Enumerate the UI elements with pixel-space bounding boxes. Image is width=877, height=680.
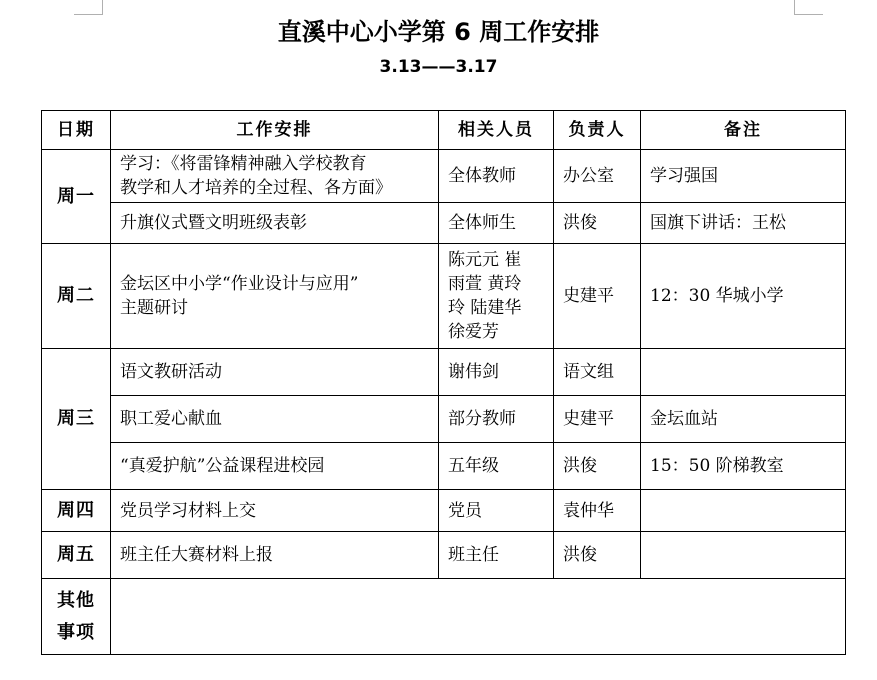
owner-cell: 史建平 — [554, 244, 641, 349]
header-people: 相关人员 — [439, 111, 554, 150]
table-row — [42, 349, 846, 396]
header-notes: 备注 — [641, 111, 846, 150]
people-cell: 五年级 — [439, 443, 554, 490]
people-line: 徐爱芳 — [448, 322, 499, 342]
schedule-table — [41, 110, 846, 655]
notes-cell: 金坛血站 — [641, 396, 846, 443]
people-cell: 班主任 — [439, 532, 554, 579]
people-cell: 部分教师 — [439, 396, 554, 443]
work-cell: 党员学习材料上交 — [111, 490, 439, 532]
notes-cell: 国旗下讲话：王松 — [641, 203, 846, 244]
owner-cell: 语文组 — [554, 349, 641, 396]
table-row — [42, 203, 846, 244]
notes-cell: 学习强国 — [641, 150, 846, 203]
notes-cell — [641, 349, 846, 396]
other-content-cell — [111, 579, 846, 655]
day-monday: 周一 — [42, 150, 111, 244]
table-header-row — [42, 111, 846, 150]
day-wednesday: 周三 — [42, 349, 111, 490]
owner-cell: 洪俊 — [554, 532, 641, 579]
people-cell: 全体教师 — [439, 150, 554, 203]
work-cell: 班主任大赛材料上报 — [111, 532, 439, 579]
work-cell — [111, 244, 439, 349]
work-cell: 升旗仪式暨文明班级表彰 — [111, 203, 439, 244]
notes-cell — [641, 532, 846, 579]
day-friday: 周五 — [42, 532, 111, 579]
day-other — [42, 579, 111, 655]
owner-cell: 史建平 — [554, 396, 641, 443]
work-line: 教学和人才培养的全过程、各方面》 — [120, 178, 392, 198]
work-cell: “真爱护航”公益课程进校园 — [111, 443, 439, 490]
owner-cell: 袁仲华 — [554, 490, 641, 532]
owner-cell: 洪俊 — [554, 443, 641, 490]
owner-cell: 办公室 — [554, 150, 641, 203]
people-line: 雨萱 黄玲 — [448, 274, 522, 294]
people-line: 玲 陆建华 — [448, 298, 522, 318]
table-row — [42, 396, 846, 443]
work-line: 学习：《将雷锋精神融入学校教育 — [120, 154, 367, 174]
owner-cell: 洪俊 — [554, 203, 641, 244]
day-thursday: 周四 — [42, 490, 111, 532]
work-cell — [111, 150, 439, 203]
work-line: 主题研讨 — [120, 298, 188, 318]
table-row — [42, 150, 846, 203]
day-other-line: 其他 — [57, 589, 95, 611]
people-cell — [439, 244, 554, 349]
notes-cell: 12：30 华城小学 — [641, 244, 846, 349]
people-cell: 全体师生 — [439, 203, 554, 244]
table-row — [42, 490, 846, 532]
work-cell: 语文教研活动 — [111, 349, 439, 396]
work-cell: 职工爱心献血 — [111, 396, 439, 443]
day-other-line: 事项 — [57, 621, 95, 643]
table-row — [42, 443, 846, 490]
notes-cell: 15：50 阶梯教室 — [641, 443, 846, 490]
header-work: 工作安排 — [111, 111, 439, 150]
document-title: 直溪中心小学第 6 周工作安排 — [277, 18, 600, 46]
crop-mark-left — [74, 0, 103, 15]
people-line: 陈元元 崔 — [448, 250, 522, 270]
people-cell: 党员 — [439, 490, 554, 532]
header-owner: 负责人 — [554, 111, 641, 150]
work-line: 金坛区中小学“作业设计与应用” — [120, 274, 359, 294]
people-cell: 谢伟剑 — [439, 349, 554, 396]
table-row — [42, 579, 846, 655]
notes-cell — [641, 490, 846, 532]
date-range: 3.13——3.17 — [379, 57, 498, 77]
table-row — [42, 244, 846, 349]
crop-mark-right — [794, 0, 823, 15]
table-row — [42, 532, 846, 579]
day-tuesday: 周二 — [42, 244, 111, 349]
header-date: 日期 — [42, 111, 111, 150]
